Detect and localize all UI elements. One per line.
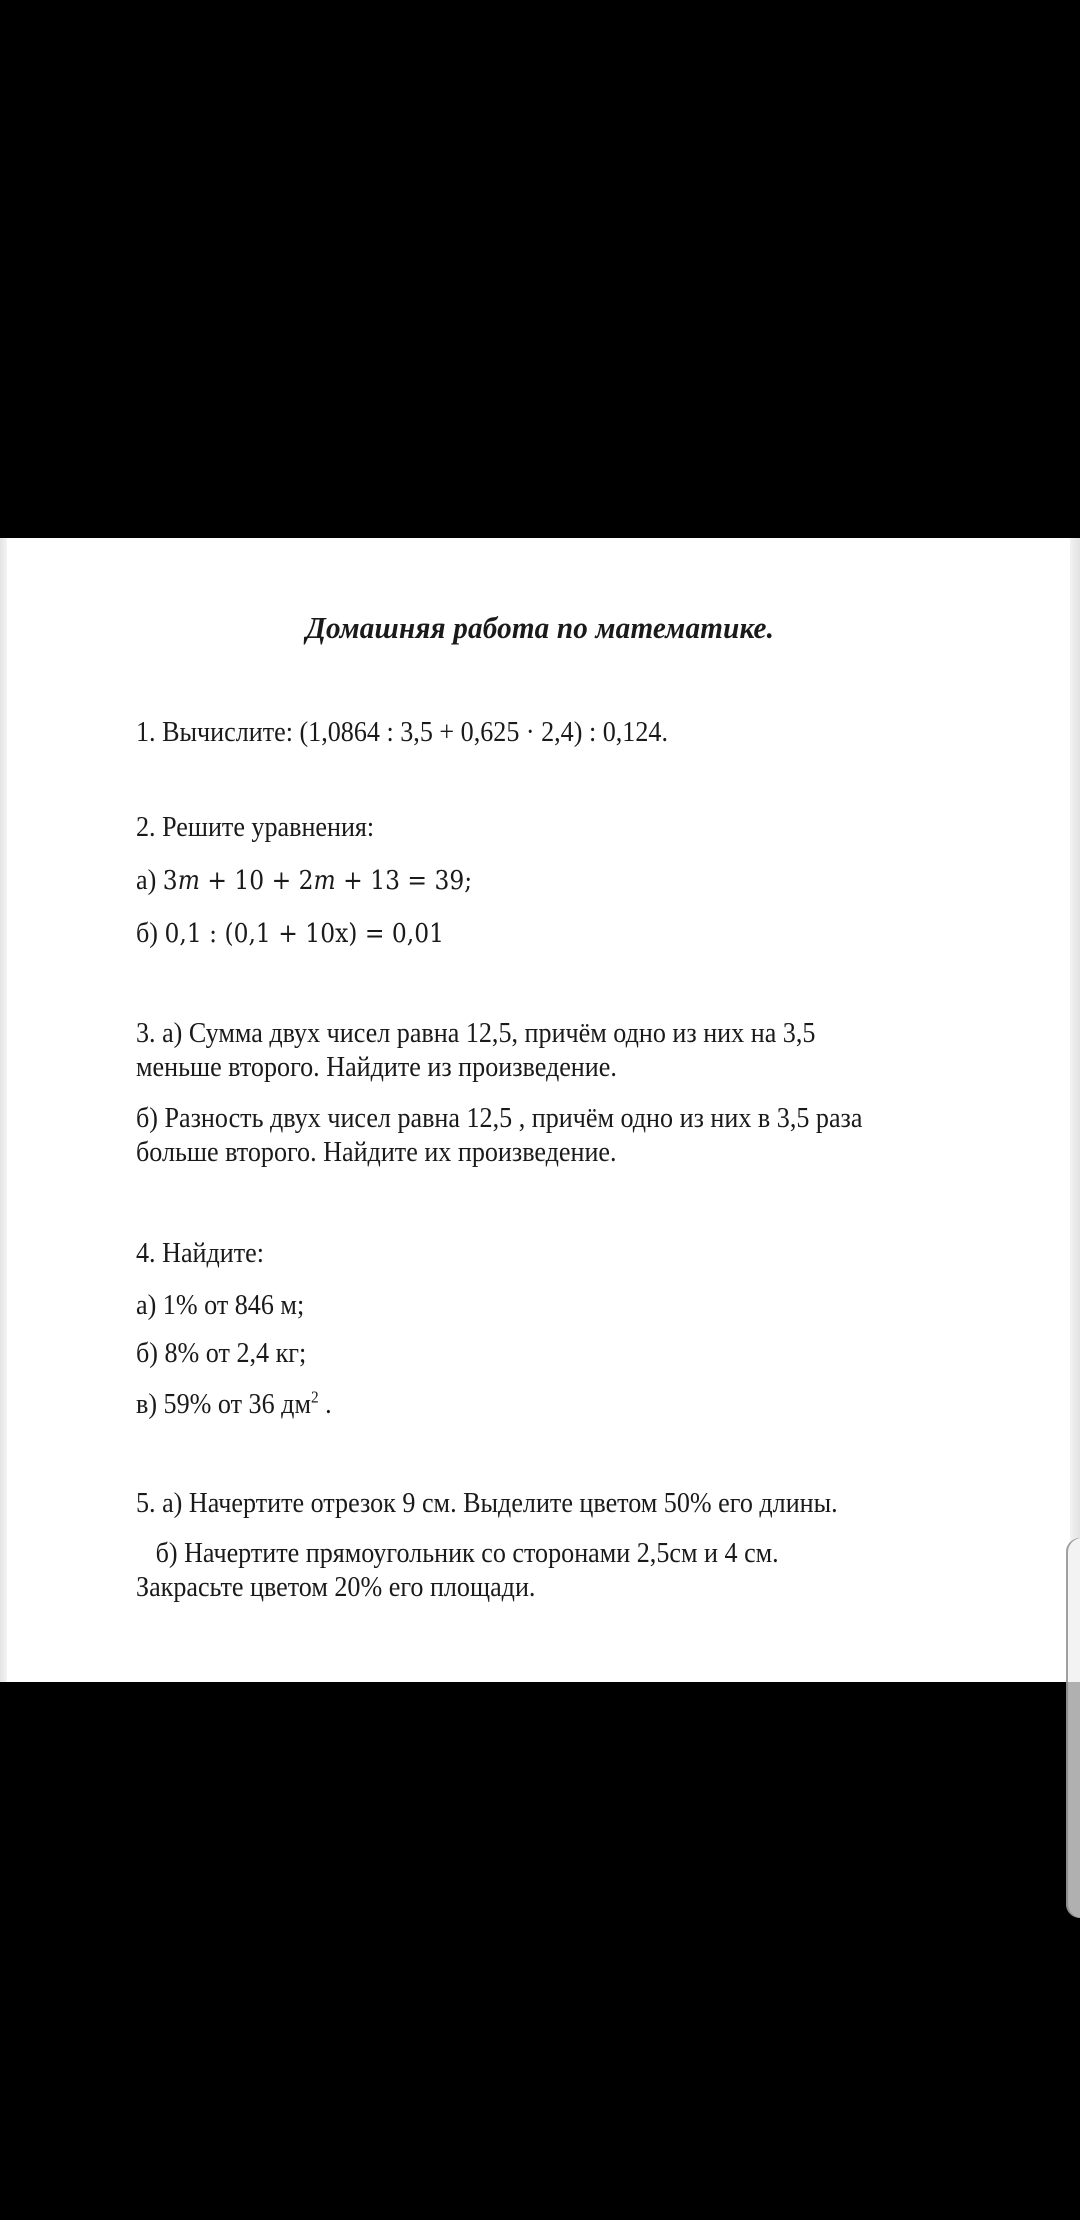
task-4-c: в) 59% от 36 $дм^2$ . (136, 1387, 332, 1420)
task-5-a: 5. а) Начертите отрезок 9 см. Выделите цветом 50% его длины. (136, 1487, 838, 1519)
task-2-heading: 2. Решите уравнения: (136, 811, 375, 843)
task-2-a-label: а) (136, 864, 163, 896)
document-title: Домашняя работа по математике. (305, 610, 775, 645)
task-2-b-label: б) (136, 917, 165, 949)
task-3-a-line-2: меньше второго. Найдите из произведение. (136, 1051, 617, 1083)
task-3-b-line-2: больше второго. Найдите их произведение. (136, 1136, 617, 1168)
task-4-heading: 4. Найдите: (136, 1237, 264, 1269)
task-2-a (136, 863, 472, 898)
task-2-b-equation: 0,1 : (0,1 + 10x) = 0,01 (164, 919, 444, 949)
task-4-b: б) 8% от 2,4 кг; (136, 1337, 307, 1369)
document-page (0, 538, 1080, 1682)
task-2-b (136, 916, 444, 951)
task-2-a-equation: 3m + 10 + 2m + 13 = 39; (162, 866, 473, 896)
task-3-b-line-1: б) Разность двух чисел равна 12,5 , причём одно из них в 3,5 раза (136, 1102, 863, 1134)
task-3-a-line-1: 3. а) Сумма двух чисел равна 12,5, причём одно из них на 3,5 (136, 1017, 816, 1049)
task-5-b-line-1: б) Начертите прямоугольник со сторонами 2,5см и 4 см. (136, 1537, 779, 1569)
page-edge-left (0, 538, 7, 1682)
task-4-a: а) 1% от 846 м; (136, 1289, 305, 1321)
task-5-b-line-2: Закрасьте цветом 20% его площади. (136, 1571, 536, 1603)
superscript: 2 (310, 1387, 319, 1407)
scrollbar-thumb[interactable] (1066, 1538, 1080, 1918)
scrollbar-thumb-highlight (1066, 1538, 1080, 1682)
task-1: 1. Вычислите: (1,0864 : 3,5 + 0,625 · 2,4) : 0,124. (136, 716, 668, 748)
page-edge-right (1070, 538, 1080, 1682)
